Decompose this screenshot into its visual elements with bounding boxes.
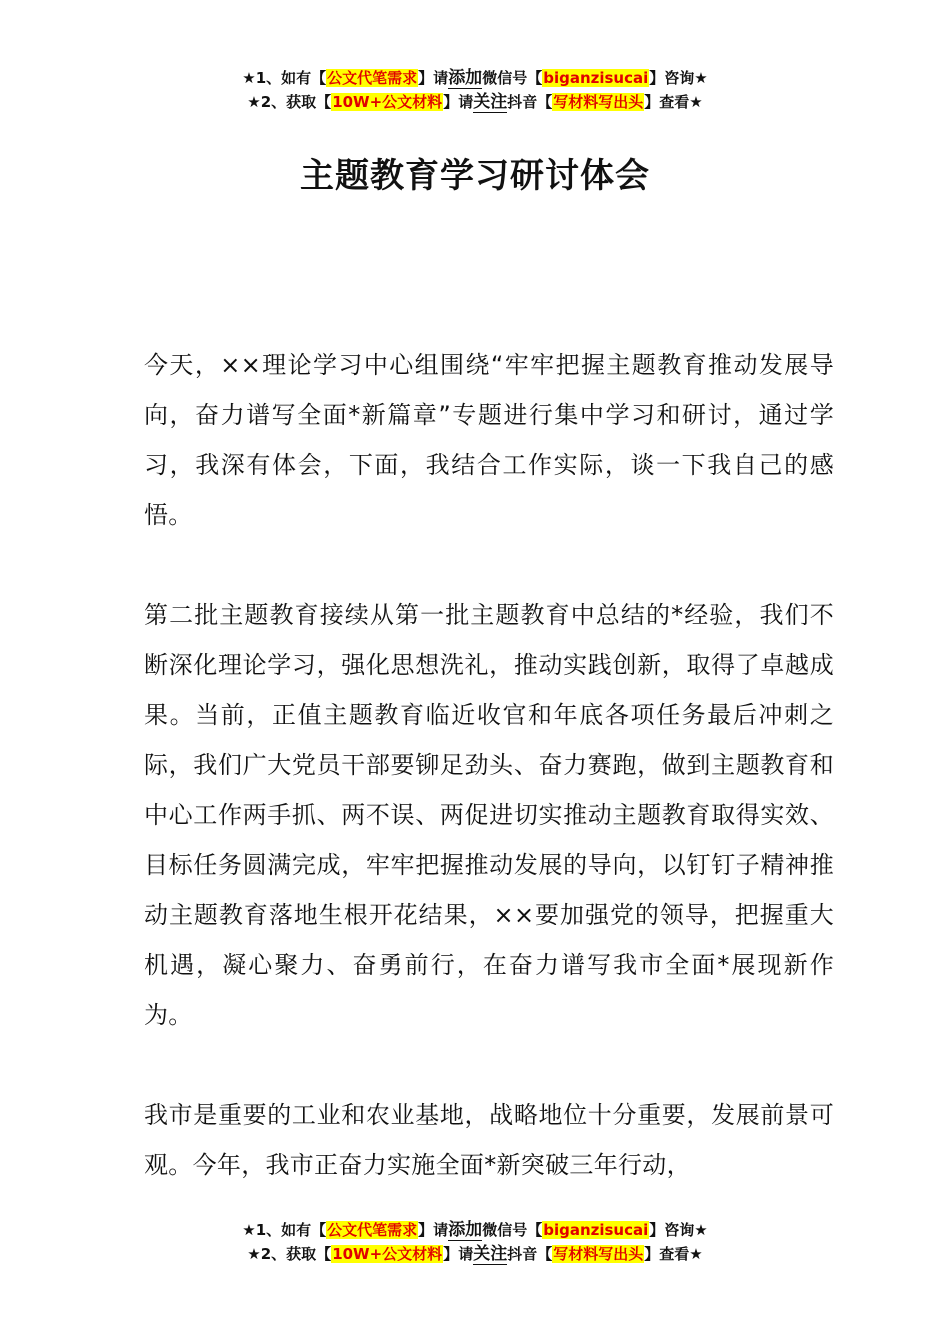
highlight-wechat-id: biganzisucai: [543, 69, 649, 87]
banner-line-1: [0, 66, 950, 90]
banner-text: 】请: [443, 1245, 474, 1263]
banner-line-2: [0, 90, 950, 114]
document-body: [144, 340, 834, 1240]
document-title: 主题教育学习研讨体会: [300, 156, 650, 196]
highlight-materials: 10W+公文材料: [332, 93, 443, 111]
banner-text: 抖音【: [507, 93, 553, 111]
highlight-materials: 10W+公文材料: [332, 1245, 443, 1263]
emphasis-follow: 关注: [473, 1244, 508, 1264]
banner-text: 】请: [443, 93, 474, 111]
header-banner: [0, 66, 950, 114]
highlight-douyin-account: 写材料写出头: [553, 1245, 644, 1263]
paragraph-3: 我市是重要的工业和农业基地，战略地位十分重要，发展前景可观。今年，我市正奋力实施全面*新突破三年行动，: [144, 1101, 834, 1179]
highlight-service: 公文代笔需求: [327, 69, 418, 87]
banner-line-2: [0, 1242, 950, 1266]
banner-line-1: [0, 1218, 950, 1242]
emphasis-add: 添加: [448, 68, 483, 88]
emphasis-add: 添加: [448, 1220, 483, 1240]
emphasis-follow: 关注: [473, 92, 508, 112]
banner-text: 】查看★: [644, 1245, 703, 1263]
paragraph-1: 今天，××理论学习中心组围绕“牢牢把握主题教育推动发展导向，奋力谱写全面*新篇章”专题进行集中学习和研讨，通过学习，我深有体会，下面，我结合工作实际，谈一下我自己的感悟。: [144, 351, 834, 529]
banner-text: ★2、获取【: [247, 93, 332, 111]
banner-text: ★1、如有【: [242, 69, 327, 87]
footer-banner: [0, 1218, 950, 1266]
banner-text: 抖音【: [507, 1245, 553, 1263]
banner-text: 】查看★: [644, 93, 703, 111]
highlight-douyin-account: 写材料写出头: [553, 93, 644, 111]
banner-text: 】咨询★: [649, 1221, 708, 1239]
highlight-service: 公文代笔需求: [327, 1221, 418, 1239]
banner-text: 微信号【: [482, 69, 543, 87]
banner-text: 】咨询★: [649, 69, 708, 87]
banner-text: 】请: [418, 69, 449, 87]
banner-text: ★1、如有【: [242, 1221, 327, 1239]
banner-text: ★2、获取【: [247, 1245, 332, 1263]
banner-text: 微信号【: [482, 1221, 543, 1239]
highlight-wechat-id: biganzisucai: [543, 1221, 649, 1239]
paragraph-2: 第二批主题教育接续从第一批主题教育中总结的*经验，我们不断深化理论学习，强化思想洗礼，推动实践创新，取得了卓越成果。当前，正值主题教育临近收官和年底各项任务最后冲刺之际，我们广大党员干部要铆足劲头、奋力赛跑，做到主题教育和中心工作两手抓、两不误、两促进切实推动主题教育取得实效、目标任务圆满完成，牢牢把握推动发展的导向，以钉钉子精神推动主题教育落地生根开花结果，××要加强党的领导，把握重大机遇，凝心聚力、奋勇前行，在奋力谱写我市全面*展现新作为。: [144, 601, 834, 1029]
banner-text: 】请: [418, 1221, 449, 1239]
